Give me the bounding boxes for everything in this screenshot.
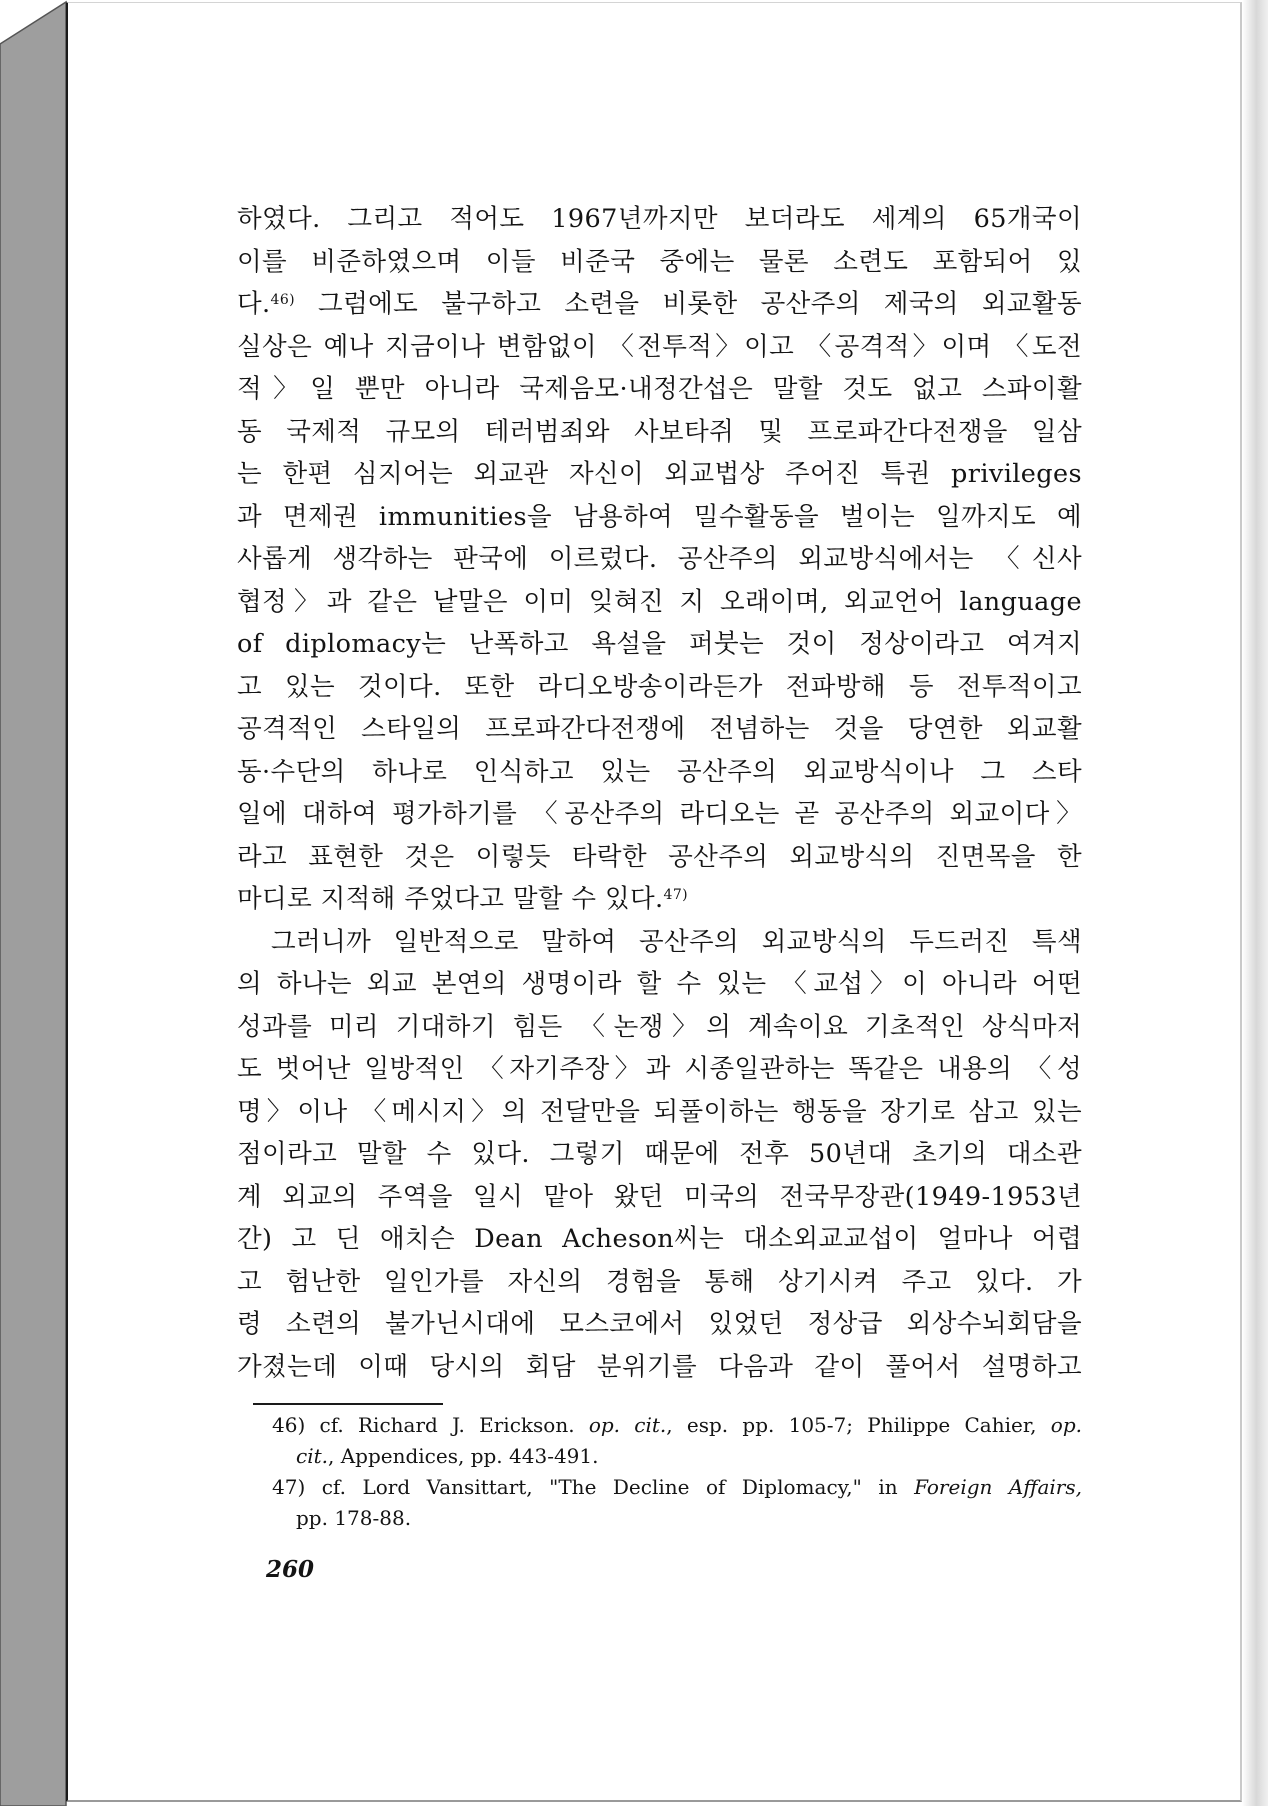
body-line: 그러니까 일반적으로 말하여 공산주의 외교방식의 두드러진 특색: [271, 926, 1082, 957]
footnote-text: , esp. pp. 105-7; Philippe Cahier,: [666, 1413, 1051, 1437]
footnote-italic: op.: [1050, 1413, 1082, 1437]
book-side-face: [0, 2, 66, 1806]
footnote-italic: Foreign Affairs,: [914, 1475, 1082, 1499]
footnote-46-line-1: [272, 1410, 1082, 1441]
footnote-ref-46: 46): [270, 292, 296, 308]
body-line: [237, 878, 1082, 921]
body-line: 명〉이나 〈메시지〉의 전달만을 되풀이하는 행동을 장기로 삼고 있는: [237, 1096, 1082, 1127]
body-line: 협정〉과 같은 낱말은 이미 잊혀진 지 오래이며, 외교언어 language: [237, 586, 1082, 617]
body-line: 과 면제권 immunities을 남용하여 밀수활동을 벌이는 일까지도 예: [237, 501, 1082, 532]
page-right-shadow: [1242, 0, 1268, 1806]
body-line: 적〉일 뿐만 아니라 국제음모·내정간섭은 말할 것도 없고 스파이활: [237, 374, 1082, 404]
body-line: 라고 표현한 것은 이렇듯 타락한 공산주의 외교방식의 진면목을 한: [237, 841, 1082, 872]
body-line: 점이라고 말할 수 있다. 그렇기 때문에 전후 50년대 초기의 대소관: [237, 1139, 1082, 1169]
footnote-italic: cit.: [296, 1444, 328, 1468]
body-line: 고 험난한 일인가를 자신의 경험을 통해 상기시켜 주고 있다. 가: [237, 1266, 1082, 1297]
body-line: [237, 283, 1082, 326]
footnote-46-line-2: [272, 1441, 1082, 1472]
footnotes: [272, 1410, 1082, 1534]
body-line: 령 소련의 불가닌시대에 모스코에서 있었던 정상급 외상수뇌회담을: [237, 1309, 1082, 1339]
body-line: 계 외교의 주역을 일시 맡아 왔던 미국의 전국무장관(1949-1953년: [237, 1181, 1082, 1212]
page-number: 260: [266, 1556, 315, 1583]
body-line: of diplomacy는 난폭하고 욕설을 퍼붓는 것이 정상이라고 여겨지: [237, 629, 1082, 659]
body-line: 는 한편 심지어는 외교관 자신이 외교법상 주어진 특권 privileges: [237, 459, 1082, 489]
body-line: 공격적인 스타일의 프로파간다전쟁에 전념하는 것을 당연한 외교활: [237, 714, 1082, 744]
footnote-ref-47: 47): [663, 887, 689, 903]
body-line: 의 하나는 외교 본연의 생명이라 할 수 있는 〈교섭〉이 아니라 어떤: [237, 969, 1082, 999]
body-line: 가졌는데 이때 당시의 회담 분위기를 다음과 같이 풀어서 설명하고: [237, 1351, 1082, 1382]
footnote-text: 46) cf. Richard J. Erickson.: [272, 1413, 589, 1437]
footnote-text: 47) cf. Lord Vansittart, "The Decline of Diplomacy," in: [272, 1475, 915, 1499]
footnote-text: pp. 178-88.: [296, 1506, 412, 1530]
body-text-fragment: 다.: [237, 289, 271, 319]
body-line: 하였다. 그리고 적어도 1967년까지만 보더라도 세계의 65개국이: [237, 204, 1082, 234]
footnote-rule: [253, 1403, 443, 1405]
body-text: [237, 198, 1082, 1388]
footnote-47-line-1: [272, 1472, 1082, 1503]
body-line: 실상은 예나 지금이나 변함없이 〈전투적〉이고 〈공격적〉이며 〈도전: [237, 331, 1082, 362]
footnote-text: , Appendices, pp. 443-491.: [328, 1444, 599, 1468]
footnote-italic: op. cit.: [588, 1413, 667, 1437]
body-line: 일에 대하여 평가하기를 〈공산주의 라디오는 곧 공산주의 외교이다〉: [237, 799, 1082, 829]
body-line: 동·수단의 하나로 인식하고 있는 공산주의 외교방식이나 그 스타: [237, 756, 1082, 787]
body-line: 고 있는 것이다. 또한 라디오방송이라든가 전파방해 등 전투적이고: [237, 671, 1082, 702]
footnote-47-line-2: [272, 1503, 1082, 1534]
body-line: 간) 고 딘 애치슨 Dean Acheson씨는 대소외교교섭이 얼마나 어렵: [237, 1224, 1082, 1254]
body-line: 사롭게 생각하는 판국에 이르렀다. 공산주의 외교방식에서는 〈신사: [237, 544, 1082, 574]
body-text-fragment: 마디로 지적해 주었다고 말할 수 있다.: [237, 884, 664, 914]
body-line: 이를 비준하였으며 이들 비준국 중에는 물론 소련도 포함되어 있: [237, 246, 1082, 277]
body-line: 성과를 미리 기대하기 힘든 〈논쟁〉의 계속이요 기초적인 상식마저: [237, 1011, 1082, 1042]
body-line: 도 벗어난 일방적인 〈자기주장〉과 시종일관하는 똑같은 내용의 〈성: [237, 1054, 1082, 1084]
body-line: 동 국제적 규모의 테러범죄와 사보타쥐 및 프로파간다전쟁을 일삼: [237, 416, 1082, 447]
body-text-fragment: 그럼에도 불구하고 소련을 비롯한 공산주의 제국의 외교활동: [295, 289, 1082, 319]
